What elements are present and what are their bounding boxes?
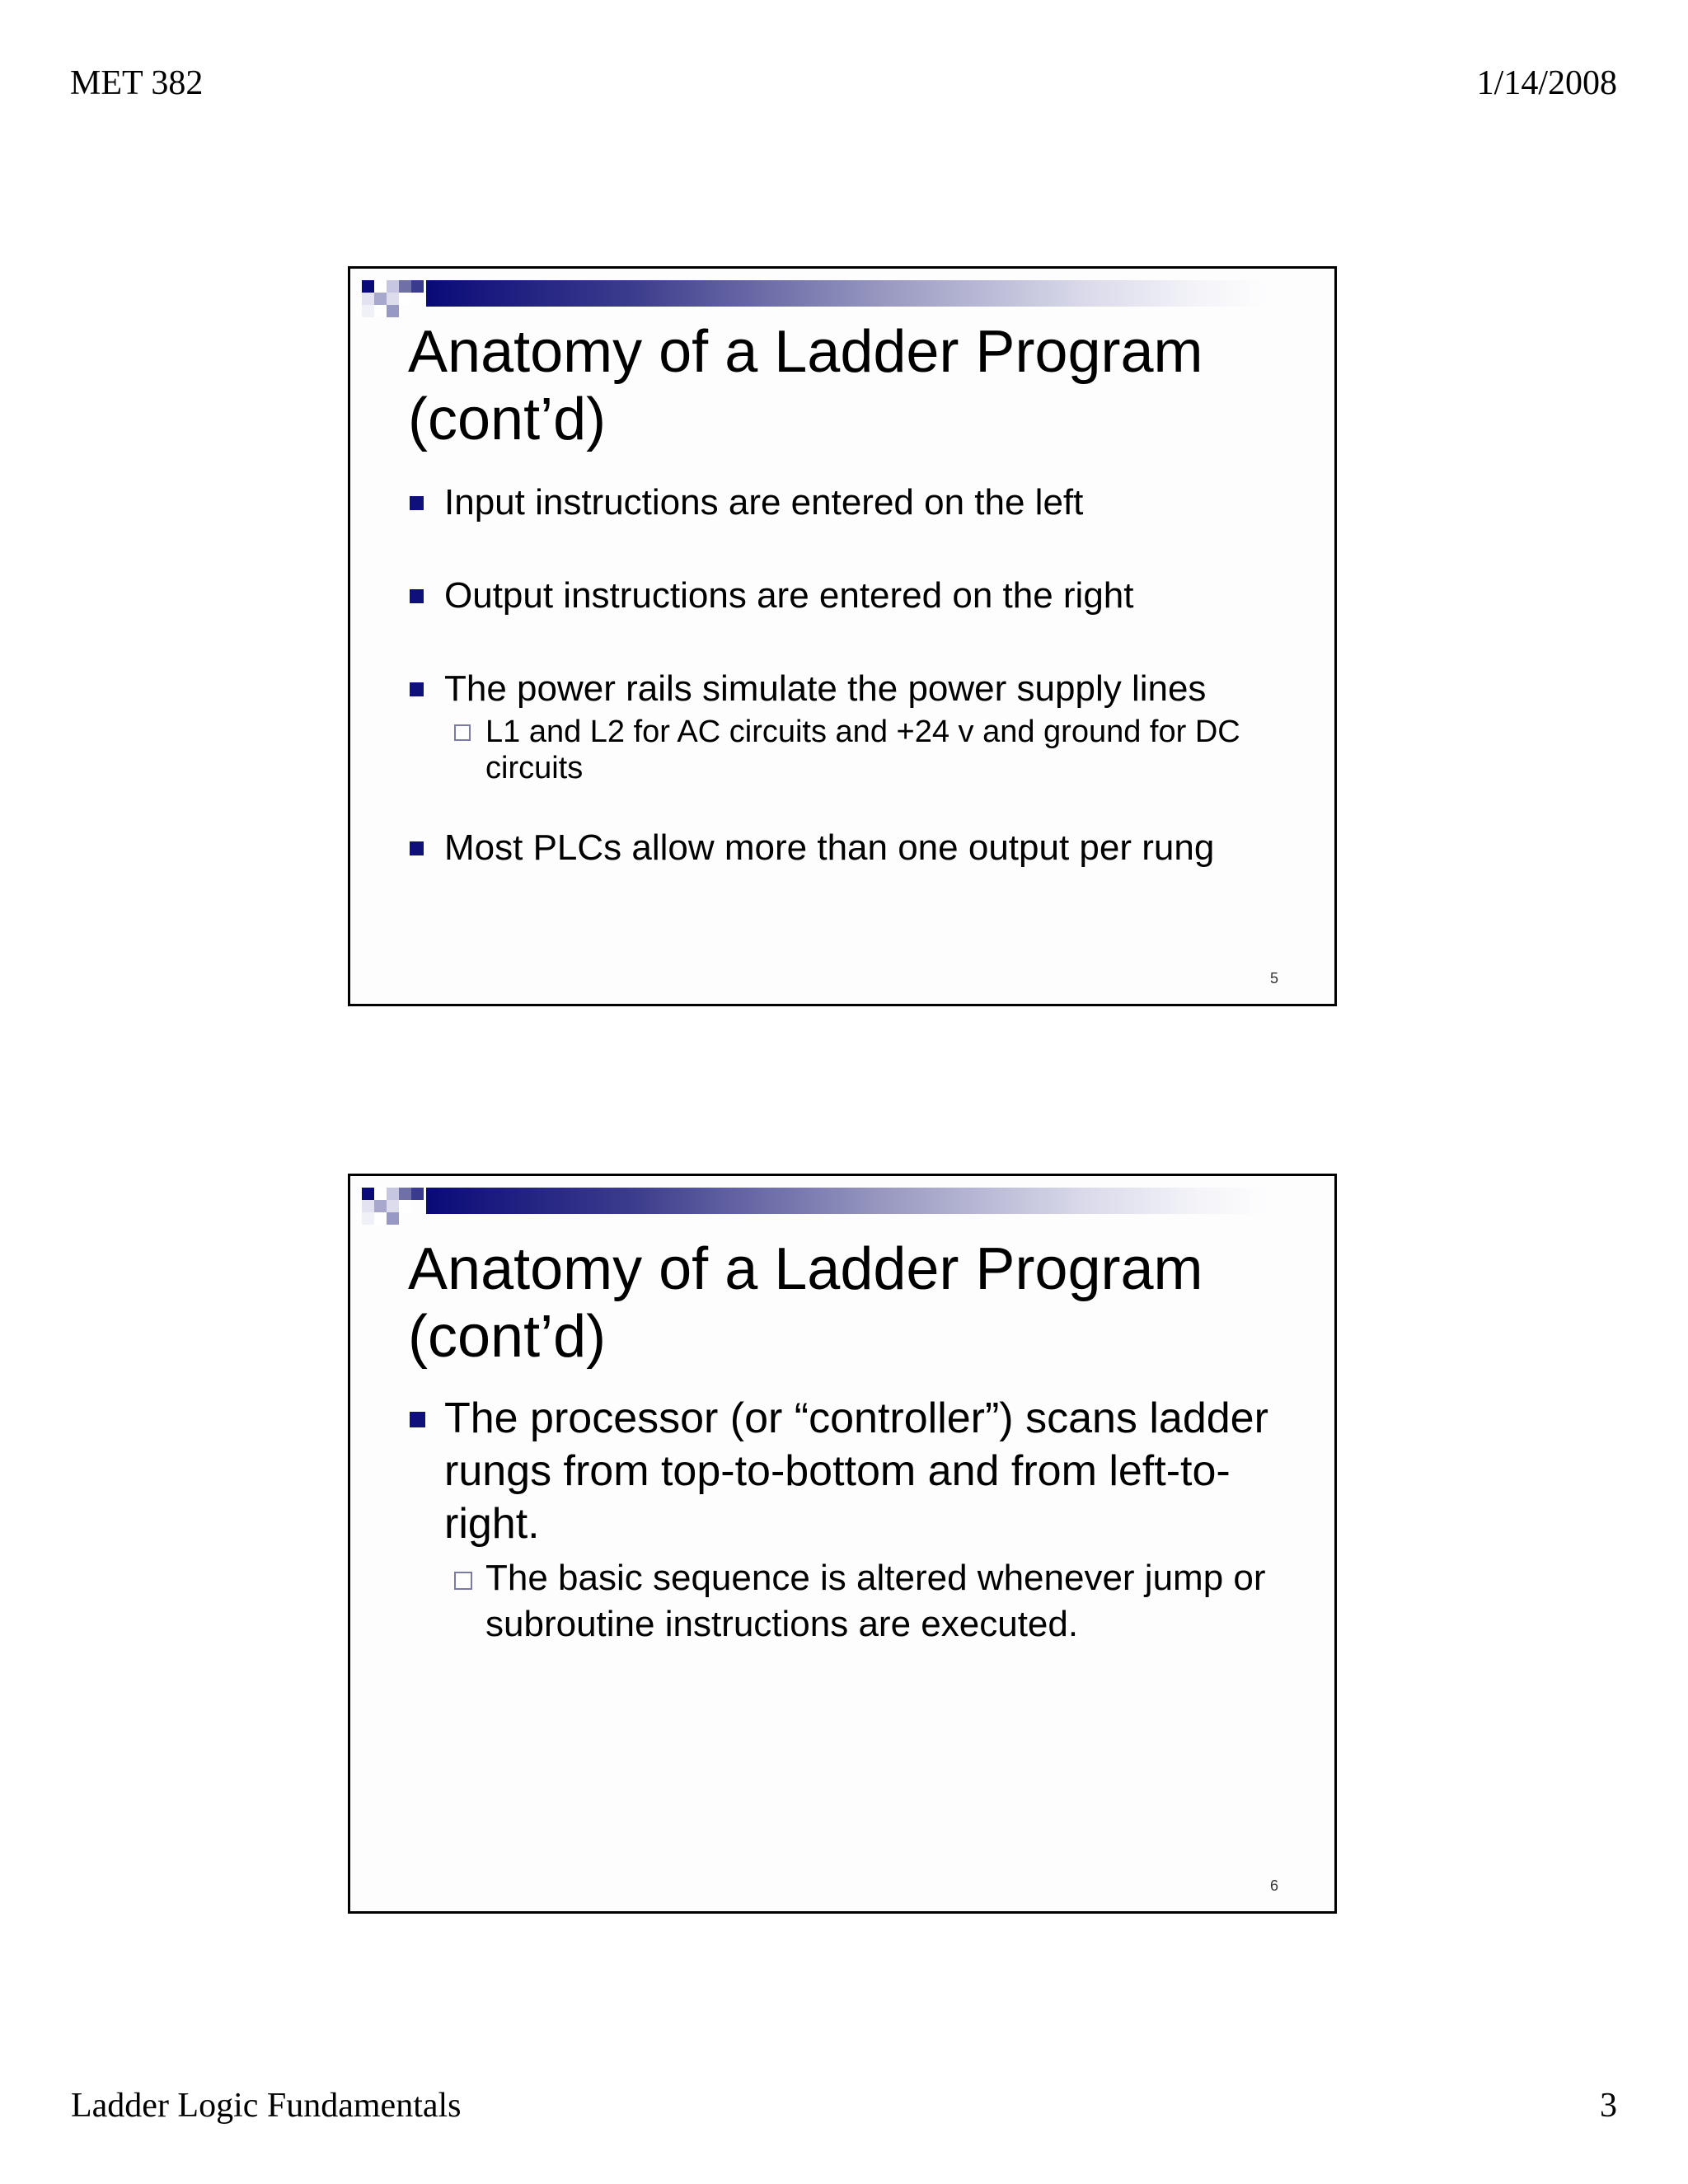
course-code: MET 382 [70,64,204,102]
slide-number: 6 [1269,1877,1278,1894]
bullet-list [408,1392,1301,1647]
bullet-item: The processor (or “controller”) scans ladder rungs from top-to-bottom and from left-to-right. [408,1392,1301,1550]
hollow-square-bullet-icon [454,1572,472,1590]
slide-6 [348,1174,1337,1914]
page-number: 3 [1600,2087,1617,2125]
slide-title: Anatomy of a Ladder Program (cont’d) [408,1236,1203,1370]
sub-bullet-item: L1 and L2 for AC circuits and +24 v and ground for DC circuits [454,714,1301,786]
bullet-item: Most PLCs allow more than one output per rung [408,827,1301,869]
square-bullet-icon [410,682,424,696]
bullet-list [408,481,1301,869]
slide-number: 5 [1269,970,1278,987]
slide-5 [348,266,1337,1006]
sub-bullet-item: The basic sequence is altered whenever jump or subroutine instructions are executed. [454,1555,1301,1647]
square-bullet-icon [410,841,424,855]
square-bullet-icon [410,1412,425,1427]
square-bullet-icon [410,589,424,603]
slide-title: Anatomy of a Ladder Program (cont’d) [408,319,1203,452]
bullet-item: The power rails simulate the power supply lines [408,668,1301,710]
hollow-square-bullet-icon [454,724,471,741]
bullet-item: Input instructions are entered on the left [408,481,1301,524]
square-bullet-icon [410,496,424,510]
bullet-item: Output instructions are entered on the right [408,574,1301,617]
slide-banner-decoration [350,1176,1334,1242]
handout-footer-title: Ladder Logic Fundamentals [71,2087,462,2125]
handout-date: 1/14/2008 [1476,64,1617,102]
